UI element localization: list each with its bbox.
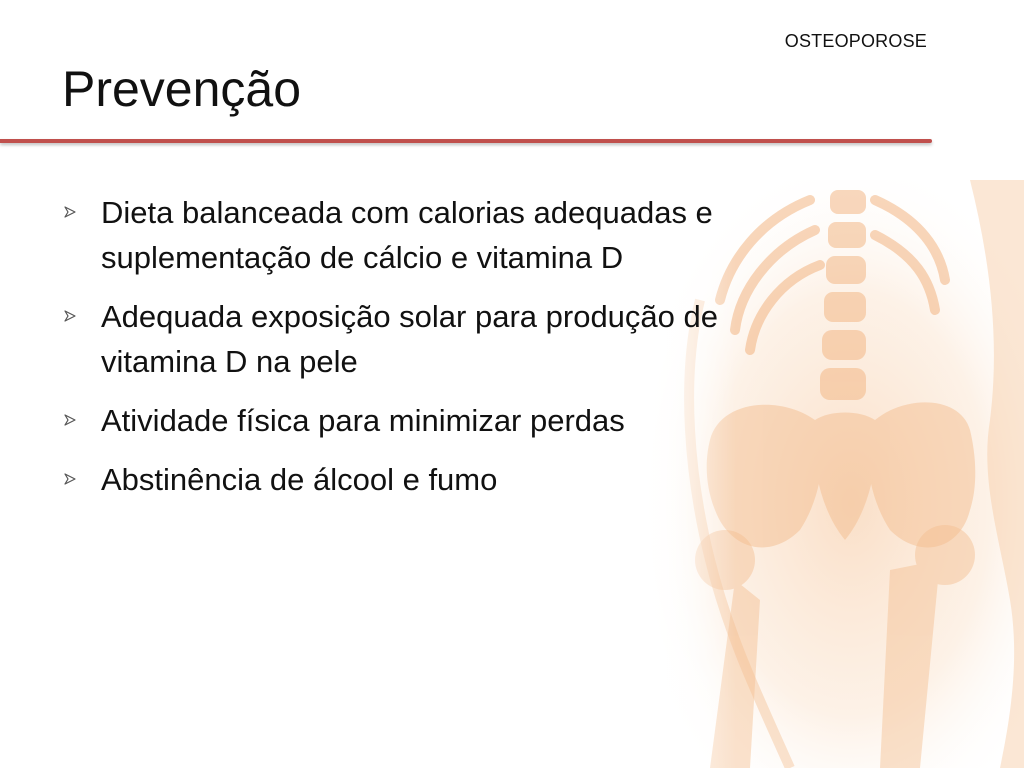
arrow-bullet-icon (62, 412, 78, 428)
list-item (62, 190, 842, 280)
arrow-bullet-icon (62, 204, 78, 220)
arrow-bullet-icon (62, 308, 78, 324)
list-item (62, 398, 842, 443)
arrow-bullet-icon (62, 471, 78, 487)
list-item (62, 457, 842, 502)
header-label: OSTEOPOROSE (784, 31, 927, 51)
page-title: Prevenção (62, 61, 302, 117)
list-item (62, 294, 842, 384)
bullet-text: Atividade física para minimizar perdas (101, 403, 625, 438)
bullet-text: Dieta balanceada com calorias adequadas e suplementação de cálcio e vitamina D (101, 195, 713, 275)
bullet-list (62, 190, 842, 516)
title-divider (0, 139, 932, 143)
bullet-text: Abstinência de álcool e fumo (101, 462, 498, 497)
bullet-text: Adequada exposição solar para produção de vitamina D na pele (101, 299, 719, 379)
